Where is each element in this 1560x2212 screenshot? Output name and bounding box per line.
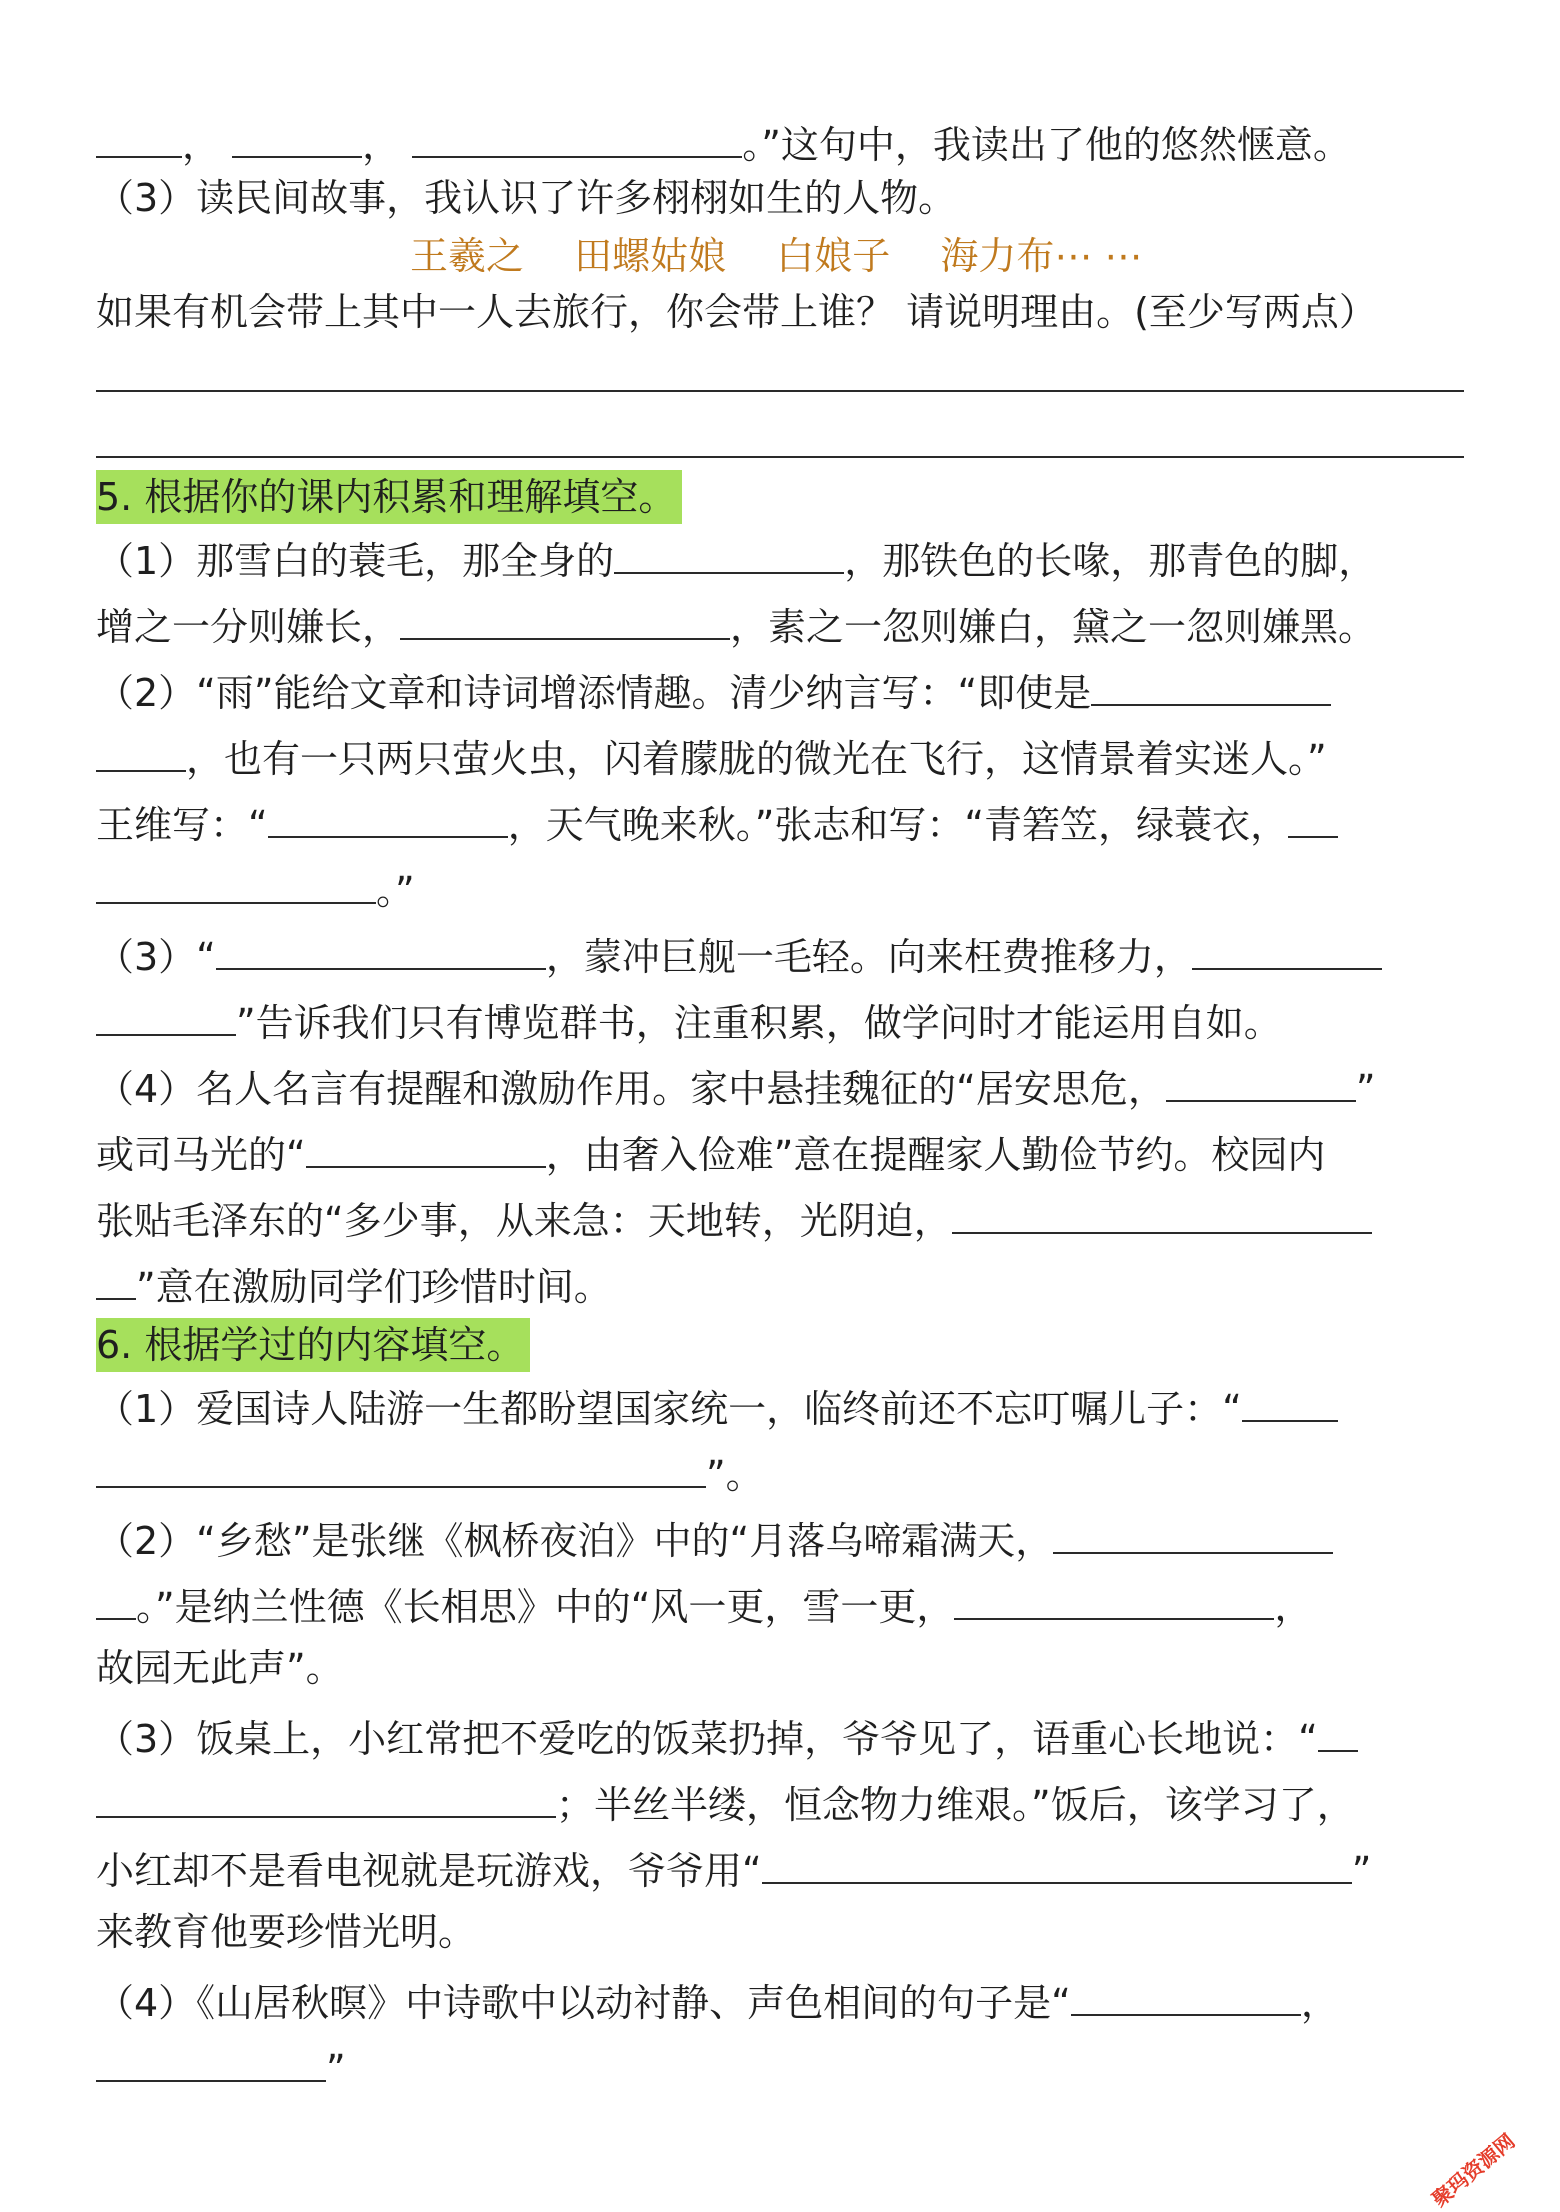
q6-item-1-line-1: （1）爱国诗人陆游一生都盼望国家统一，临终前还不忘叮嘱儿子：“: [96, 1376, 1464, 1437]
q6-item-2-line-1: （2）“乡愁”是张继《枫桥夜泊》中的“月落乌啼霜满天，: [96, 1508, 1464, 1569]
answer-blank[interactable]: [96, 726, 186, 772]
q4-item-3: （3）读民间故事，我认识了许多栩栩如生的人物。: [96, 176, 957, 220]
q6-item-3-line-3: 小红却不是看电视就是玩游戏，爷爷用“ ”: [96, 1838, 1464, 1899]
name-bai-niangzi: 白娘子: [776, 234, 891, 278]
q5-item-3-line-2: ”告诉我们只有博览群书，注重积累，做学问时才能运用自如。: [96, 990, 1464, 1051]
answer-blank[interactable]: [96, 1574, 136, 1620]
answer-blank[interactable]: [1071, 1970, 1301, 2016]
q6-item-2-line-3: 故园无此声”。: [96, 1646, 344, 1690]
answer-blank[interactable]: [306, 1122, 546, 1168]
answer-blank[interactable]: [1242, 1376, 1338, 1422]
answer-blank[interactable]: [96, 2036, 326, 2082]
q5-item-2-line-1: （2）“雨”能给文章和诗词增添情趣。清少纳言写：“即使是: [96, 660, 1464, 721]
answer-blank[interactable]: [412, 112, 742, 158]
answer-blank[interactable]: [1192, 924, 1382, 970]
name-hailibu: 海力布⋯ ⋯: [940, 234, 1143, 278]
q5-item-4-line-3: 张贴毛泽东的“多少事，从来急：天地转，光阴迫，: [96, 1188, 1464, 1249]
answer-blank[interactable]: [762, 1838, 1352, 1884]
q5-item-3-line-1: （3）“ ，蒙冲巨舰一毛轻。向来枉费推移力，: [96, 924, 1464, 985]
q5-item-4-line-1: （4）名人名言有提醒和激励作用。家中悬挂魏征的“居安思危， ”: [96, 1056, 1464, 1117]
q5-heading: 5. 根据你的课内积累和理解填空。: [96, 470, 682, 524]
answer-blank[interactable]: [96, 990, 236, 1036]
answer-blank[interactable]: [1318, 1706, 1358, 1752]
answer-line[interactable]: [96, 456, 1464, 458]
answer-blank[interactable]: [232, 112, 362, 158]
answer-blank[interactable]: [216, 924, 546, 970]
answer-blank[interactable]: [96, 1442, 706, 1488]
q5-item-1-line-1: （1）那雪白的蓑毛，那全身的 ，那铁色的长喙，那青色的脚，: [96, 528, 1464, 589]
answer-blank[interactable]: [952, 1188, 1372, 1234]
watermark: 聚玛资源网: [1427, 2128, 1520, 2212]
q6-item-3-line-2: ；半丝半缕，恒念物力维艰。”饭后，该学习了，: [96, 1772, 1464, 1833]
answer-blank[interactable]: [954, 1574, 1274, 1620]
q4-prompt: 如果有机会带上其中一人去旅行，你会带上谁？ 请说明理由。(至少写两点）: [96, 290, 1377, 334]
name-tianluo-guniang: 田螺姑娘: [574, 234, 727, 278]
q6-item-1-line-2: ”。: [96, 1442, 1464, 1503]
answer-blank[interactable]: [96, 1254, 136, 1300]
q6-heading: 6. 根据学过的内容填空。: [96, 1318, 530, 1372]
name-wang-xizhi: 王羲之: [410, 234, 525, 278]
q6-item-4-line-1: （4）《山居秋暝》中诗歌中以动衬静、声色相间的句子是“ ，: [96, 1970, 1464, 2031]
answer-blank[interactable]: [1091, 660, 1331, 706]
q5-item-2-line-2: ，也有一只两只萤火虫，闪着朦胧的微光在飞行，这情景着实迷人。”: [96, 726, 1464, 787]
q5-item-2-line-3: 王维写：“ ，天气晚来秋。”张志和写：“青箬笠，绿蓑衣，: [96, 792, 1464, 853]
character-names: [410, 228, 1180, 284]
q5-item-4-line-2: 或司马光的“ ，由奢入俭难”意在提醒家人勤俭节约。校园内: [96, 1122, 1464, 1183]
answer-blank[interactable]: [268, 792, 508, 838]
q6-item-3-line-1: （3）饭桌上，小红常把不爱吃的饭菜扔掉，爷爷见了，语重心长地说：“: [96, 1706, 1464, 1767]
answer-blank[interactable]: [1288, 792, 1338, 838]
answer-blank[interactable]: [1166, 1056, 1356, 1102]
answer-blank[interactable]: [400, 594, 730, 640]
answer-blank[interactable]: [96, 858, 376, 904]
q6-item-4-line-2: ”: [96, 2036, 1464, 2097]
q5-item-2-line-4: 。”: [96, 858, 1464, 919]
answer-blank[interactable]: [96, 1772, 556, 1818]
q5-item-1-line-2: 增之一分则嫌长， ，素之一忽则嫌白，黛之一忽则嫌黑。: [96, 594, 1464, 655]
answer-blank[interactable]: [1053, 1508, 1333, 1554]
q6-item-2-line-2: 。”是纳兰性德《长相思》中的“风一更，雪一更， ，: [96, 1574, 1464, 1635]
answer-line[interactable]: [96, 390, 1464, 392]
q4-continuation-line: ， ， 。”这句中，我读出了他的悠然惬意。: [96, 112, 1464, 173]
answer-blank[interactable]: [96, 112, 182, 158]
q5-item-4-line-4: ”意在激励同学们珍惜时间。: [96, 1254, 1464, 1315]
q6-item-3-line-4: 来教育他要珍惜光明。: [96, 1910, 477, 1954]
answer-blank[interactable]: [614, 528, 844, 574]
